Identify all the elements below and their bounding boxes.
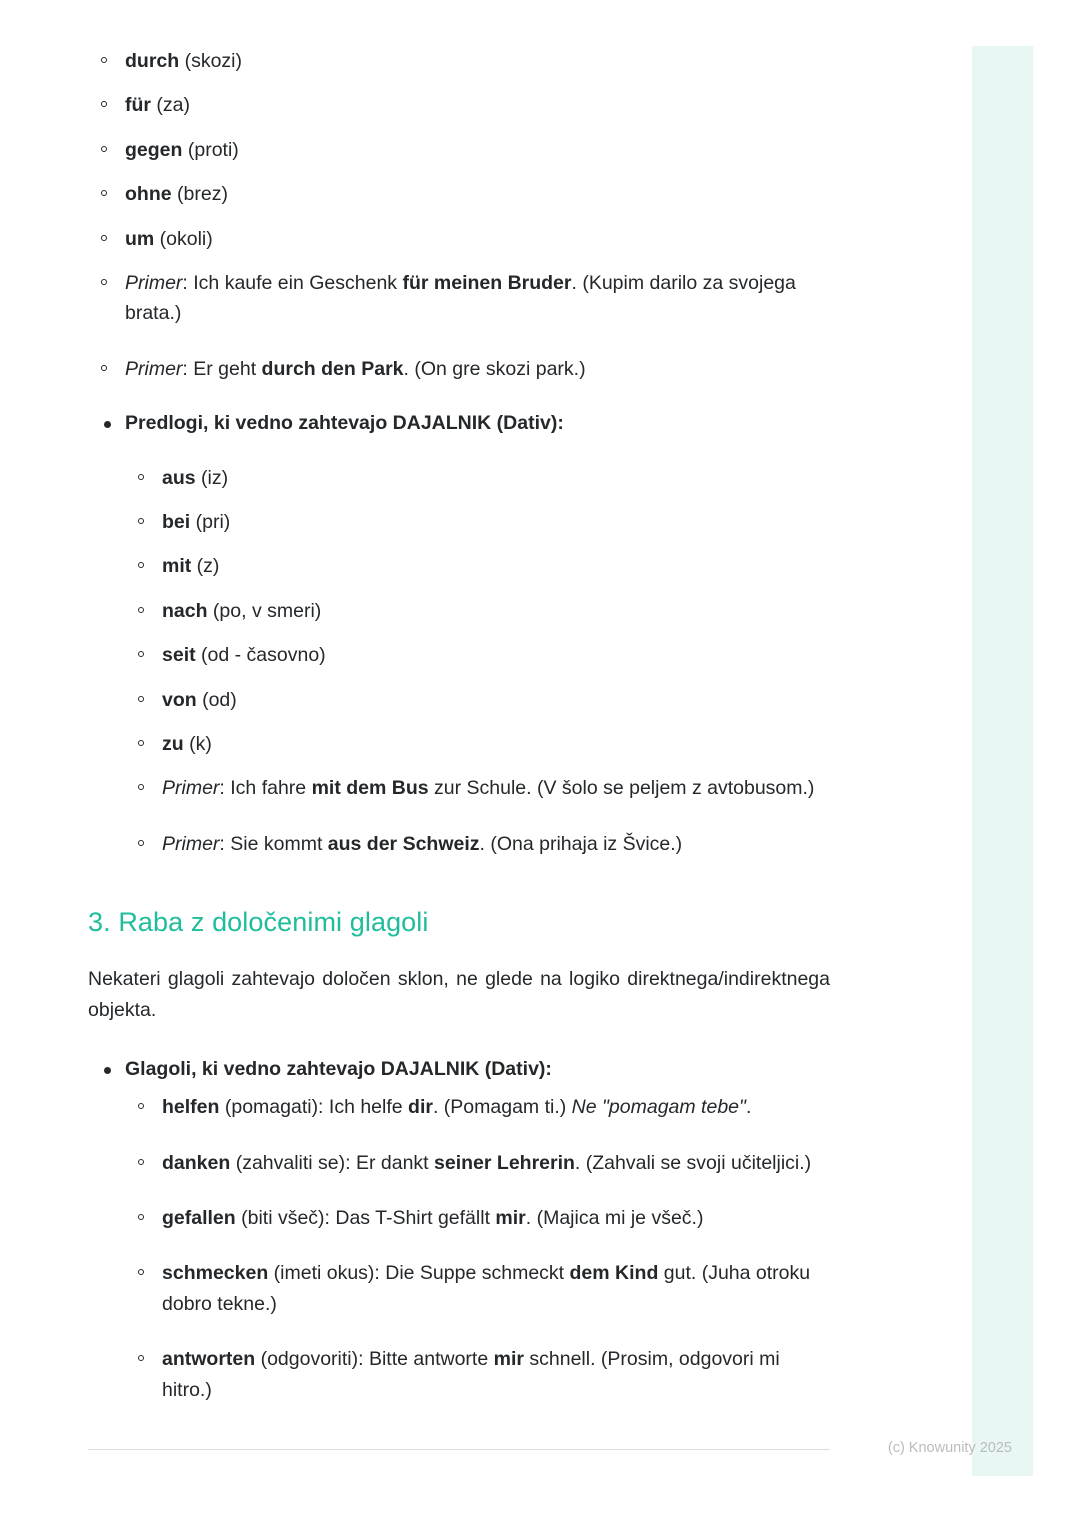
verb-gloss: (pomagati): Ich helfe: [219, 1096, 409, 1119]
preposition-word: für: [125, 94, 151, 117]
list-item: [125, 1258, 830, 1319]
page-side-accent-strip: [972, 46, 1033, 1476]
list-item: [125, 507, 830, 537]
verb-post: gut. (Juha otroku dobro tekne.): [162, 1262, 811, 1315]
example-highlight: aus der Schweiz: [327, 832, 480, 855]
list-item: [125, 1148, 830, 1178]
example-highlight: für meinen Bruder: [402, 272, 572, 295]
verbs-group: [88, 1055, 830, 1405]
example-item: [88, 354, 830, 384]
preposition-word: gegen: [125, 138, 183, 161]
dativ-preposition-group: [88, 409, 830, 859]
example-pre: : Er geht: [182, 357, 262, 380]
example-label: Primer: [125, 272, 183, 295]
list-item: [125, 1092, 830, 1122]
preposition-gloss: (brez): [171, 183, 228, 206]
example-post: . (Kupim darilo za svojega brata.): [125, 272, 796, 325]
preposition-word: seit: [162, 644, 196, 667]
preposition-gloss: (za): [151, 94, 190, 117]
document-content: [88, 46, 830, 1450]
example-highlight: mit dem Bus: [311, 777, 429, 800]
verb-highlight: dir: [408, 1096, 433, 1119]
preposition-gloss: (od): [196, 688, 237, 711]
preposition-gloss: (od - časovno): [195, 644, 326, 667]
preposition-gloss: (po, v smeri): [207, 599, 322, 622]
verb-gloss: (odgovoriti): Bitte antworte: [255, 1348, 494, 1371]
example-post: zur Schule. (V šolo se peljem z avtobusom.): [428, 777, 815, 800]
list-item: [125, 640, 830, 670]
list-item: [88, 224, 830, 254]
preposition-word: bei: [162, 510, 191, 533]
preposition-word: von: [162, 688, 197, 711]
list-item: [125, 596, 830, 626]
verb-word: danken: [162, 1151, 231, 1174]
preposition-word: zu: [162, 732, 184, 755]
example-label: Primer: [125, 357, 183, 380]
example-pre: : Sie kommt: [219, 832, 328, 855]
section-heading: 3. Raba z določenimi glagoli: [88, 907, 429, 938]
verbs-group-heading: Glagoli, ki vedno zahtevajo DAJALNIK (Dativ):: [125, 1057, 552, 1080]
preposition-gloss: (proti): [182, 138, 239, 161]
verb-post: schnell. (Prosim, odgovori mi hitro.): [162, 1348, 780, 1401]
verb-post: . (Majica mi je všeč.): [525, 1207, 704, 1230]
list-item: [88, 179, 830, 209]
preposition-word: nach: [162, 599, 208, 622]
preposition-gloss: (z): [191, 555, 220, 578]
example-label: Primer: [162, 832, 220, 855]
preposition-gloss: (iz): [195, 466, 229, 489]
group-item: [88, 409, 830, 859]
verb-gloss: (zahvaliti se): Er dankt: [230, 1151, 435, 1174]
verb-word: schmecken: [162, 1262, 269, 1285]
group-item: [88, 1055, 830, 1405]
verb-gloss: (imeti okus): Die Suppe schmeckt: [268, 1262, 570, 1285]
preposition-gloss: (okoli): [154, 227, 213, 250]
verb-highlight: seiner Lehrerin: [434, 1151, 575, 1174]
akkusativ-preposition-list: [88, 46, 830, 384]
example-item: [88, 268, 830, 329]
example-pre: : Ich kaufe ein Geschenk: [182, 272, 403, 295]
list-item: [125, 463, 830, 493]
page-divider: [88, 1449, 830, 1450]
preposition-word: mit: [162, 555, 192, 578]
copyright-footer: (c) Knowunity 2025: [887, 1440, 1012, 1456]
verb-post: . (Zahvali se svoji učiteljici.): [574, 1151, 812, 1174]
example-item: [125, 773, 830, 803]
dativ-preposition-list: [125, 463, 830, 860]
list-item: [88, 90, 830, 120]
verb-highlight: mir: [495, 1207, 526, 1230]
dativ-verb-list: [125, 1092, 830, 1405]
list-item: [125, 551, 830, 581]
example-item: [125, 829, 830, 859]
list-item: [88, 135, 830, 165]
verb-post: . (Pomagam ti.): [432, 1096, 572, 1119]
example-post: . (Ona prihaja iz Švice.): [479, 832, 683, 855]
list-item: [125, 729, 830, 759]
example-pre: : Ich fahre: [219, 777, 312, 800]
verb-note: Ne "pomagam tebe": [571, 1096, 746, 1119]
verb-word: helfen: [162, 1096, 220, 1119]
list-item: [125, 1344, 830, 1405]
preposition-word: durch: [125, 50, 180, 72]
preposition-gloss: (k): [183, 732, 212, 755]
preposition-word: aus: [162, 466, 196, 489]
list-item: [88, 46, 830, 76]
preposition-gloss: (skozi): [179, 50, 243, 72]
verb-word: gefallen: [162, 1207, 236, 1230]
list-item: [125, 1203, 830, 1233]
preposition-word: um: [125, 227, 155, 250]
verb-highlight: dem Kind: [569, 1262, 659, 1285]
preposition-gloss: (pri): [190, 510, 231, 533]
section-paragraph: Nekateri glagoli zahtevajo določen sklon, ne glede na logiko direktnega/indirektnega objekta.: [88, 968, 830, 1021]
example-label: Primer: [162, 777, 220, 800]
dativ-group-heading: Predlogi, ki vedno zahtevajo DAJALNIK (Dativ):: [125, 412, 564, 435]
verb-word: antworten: [162, 1348, 256, 1371]
verb-tail: .: [745, 1096, 752, 1119]
preposition-word: ohne: [125, 183, 172, 206]
list-item: [125, 685, 830, 715]
example-post: . (On gre skozi park.): [403, 357, 586, 380]
verb-gloss: (biti všeč): Das T-Shirt gefällt: [235, 1207, 496, 1230]
verb-highlight: mir: [493, 1348, 524, 1371]
example-highlight: durch den Park: [261, 357, 404, 380]
